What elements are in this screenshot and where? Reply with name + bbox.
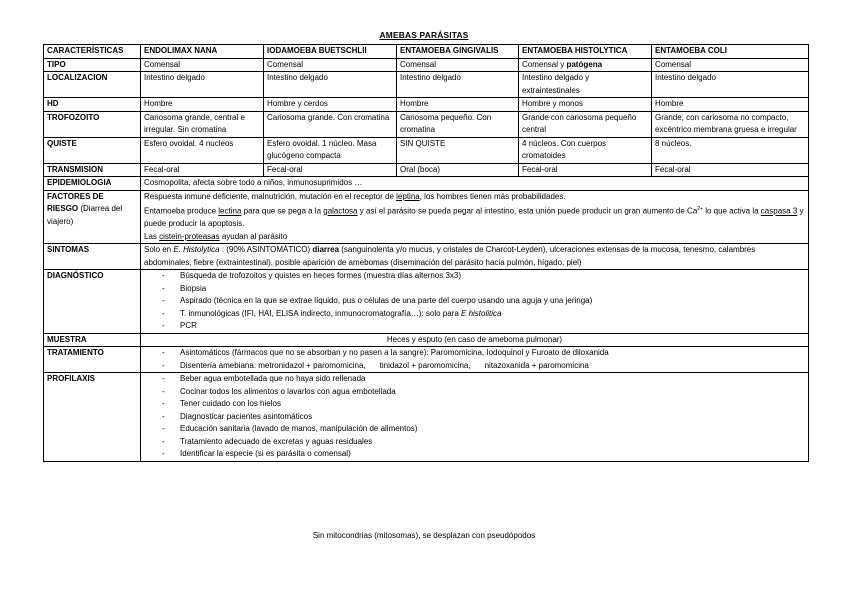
table-cell: Hombre (141, 98, 264, 112)
table-cell: Hombre (652, 98, 809, 112)
header-coli: ENTAMOEBA COLI (652, 45, 809, 59)
table-cell: Comensal (141, 58, 264, 72)
table-cell: Esfero ovoidal. 4 nucleos (141, 137, 264, 163)
row-label: SINTOMAS (44, 244, 141, 270)
row-quiste (44, 137, 809, 163)
table-cell: Hombre (397, 98, 519, 112)
table-cell: Hombre y cerdos (264, 98, 397, 112)
table-cell: Grande, con cariosoma no compacto, excéntrico membrana gruesa e irregular (652, 111, 809, 137)
table-cell (141, 270, 809, 334)
table-cell: Intestino delgado (264, 72, 397, 98)
row-label: TIPO (44, 58, 141, 72)
table-cell: Intestino delgado (141, 72, 264, 98)
row-diagnostico (44, 270, 809, 334)
list-item: - Asintomáticos (fármacos que no se absorban y no pasen a la sangre): Paromomicina, Iodoquinol y Furoato de diloxanida (162, 347, 805, 360)
table-cell: Solo en E. Histolytica : (90% ASINTOMÁTICO) diarrea (sanguinolenta y/o mucus, y cristales de Charcot-Leyden), ulceraciones extensas de la mucosa, tenesmo, calambres abdominales, fiebre (extraintestinal), posible aparición de amebomas (diseminación del parásito hacia pulmón, hígado, piel) (141, 244, 809, 270)
list-item: - PCR (162, 320, 805, 333)
table-cell: Grande con cariosoma pequeño central (519, 111, 652, 137)
table-cell: Fecal-oral (141, 163, 264, 177)
table-cell: Intestino delgado (397, 72, 519, 98)
cell-text: Comensal y (522, 59, 567, 69)
table-cell: Intestino delgado (652, 72, 809, 98)
table-cell: Esfero ovoidal. 1 núcleo. Masa glucógeno compacta (264, 137, 397, 163)
row-label: DIAGNÓSTICO (44, 270, 141, 334)
row-label-sub: (Diarrea del viajero) (47, 204, 123, 226)
row-label: PROFILAXIS (44, 373, 141, 462)
profilaxis-list (144, 373, 805, 461)
factor-line: Las cistein-proteasas ayudan al parásito (144, 231, 288, 241)
list-item: - Aspirado (técnica en la que se extrae líquido, pus o células de una parte del cuerpo usando una aguja y una jeringa) (162, 295, 805, 308)
tratamiento-list (144, 347, 805, 372)
table-cell: Cariosoma pequeño. Con cromatina (397, 111, 519, 137)
row-sintomas (44, 244, 809, 270)
table-cell: Cosmopolita, afecta sobre todo a niños, inmunosuprimidos … (141, 177, 809, 191)
row-label: TRANSMISION (44, 163, 141, 177)
list-item: - Cocinar todos los alimentos o lavarlos con agua embotellada (162, 386, 805, 399)
table-cell: Hombre y monos (519, 98, 652, 112)
table-cell: 8 núcleos. (652, 137, 809, 163)
list-item: - Biopsia (162, 283, 805, 296)
row-label: LOCALIZACION (44, 72, 141, 98)
row-localizacion (44, 72, 809, 98)
document-title: AMEBAS PARÁSITAS (379, 30, 469, 40)
row-label (44, 190, 141, 244)
row-muestra (44, 333, 809, 347)
table-cell (141, 373, 809, 462)
list-item: - Educación sanitaria (lavado de manos, manipulación de alimentos) (162, 423, 805, 436)
table-cell: Comensal (264, 58, 397, 72)
row-trofozoito (44, 111, 809, 137)
cell-bold-text: patógena (566, 59, 603, 69)
table-cell: Intestino delgado y extraintestinales (519, 72, 652, 98)
list-item: - T. inmunológicas (IFI, HAI, ELISA indirecto, inmunocromatografía…): solo para E histolitica (162, 308, 805, 321)
table-cell: Comensal (652, 58, 809, 72)
header-caracteristicas: CARACTERÍSTICAS (44, 45, 141, 59)
header-row (44, 45, 809, 59)
table-cell: Cariosoma grande. Con cromatina (264, 111, 397, 137)
list-item: - Disentería amebiana: metronidazol + paromomicina, tinidazol + paromomicina, nitazoxanida + paromomicina (162, 360, 805, 373)
row-label: HD (44, 98, 141, 112)
table-cell (141, 347, 809, 373)
row-tratamiento (44, 347, 809, 373)
row-label: EPIDEMIOLOGIA (44, 177, 141, 191)
table-cell: SIN QUISTE (397, 137, 519, 163)
list-item: - Tener cuidado con los hielos (162, 398, 805, 411)
table-cell: Fecal-oral (264, 163, 397, 177)
header-histolytica: ENTAMOEBA HISTOLYTICA (519, 45, 652, 59)
row-transmision (44, 163, 809, 177)
list-item: - Diagnosticar pacientes asintomáticos (162, 411, 805, 424)
row-label: TRATAMIENTO (44, 347, 141, 373)
table-cell: Fecal-oral (519, 163, 652, 177)
factor-line: Respuesta inmune deficiente, malnutrición, mutación en el receptor de leptina, los hombres tienen más probabilidades. (144, 191, 566, 201)
row-profilaxis (44, 373, 809, 462)
table-cell: Cariosoma grande, central e irregular. Sin cromatina (141, 111, 264, 137)
diagnostico-list (144, 270, 805, 333)
table-cell (141, 190, 809, 244)
row-label-text: FACTORES DE RIESGO (47, 191, 104, 213)
table-cell: Comensal (397, 58, 519, 72)
table-cell (519, 58, 652, 72)
header-endolimax: ENDOLIMAX NANA (141, 45, 264, 59)
list-item: - Identificar la especie (si es parásita o comensal) (162, 448, 805, 461)
row-hd (44, 98, 809, 112)
row-label: TROFOZOITO (44, 111, 141, 137)
row-tipo (44, 58, 809, 72)
row-label: MUESTRA (44, 333, 141, 347)
header-iodamoeba: IODAMOEBA BUETSCHLII (264, 45, 397, 59)
row-label: QUISTE (44, 137, 141, 163)
amebas-table (43, 44, 809, 462)
row-epidemiologia (44, 177, 809, 191)
table-cell: Fecal-oral (652, 163, 809, 177)
factor-line: Entamoeba produce lectina para que se pega a la galactosa y así el parásito se pueda pegar al intestino, esta unión puede producir un gran aumento de $Ca^{2+}$ lo que activa la caspasa 3 y puede producir la apoptosis. (144, 206, 804, 229)
table-cell: Heces y esputo (en caso de ameboma pulmonar) (141, 333, 809, 347)
list-item: - Beber agua embotellada que no haya sido rellenada (162, 373, 805, 386)
row-factores-riesgo (44, 190, 809, 244)
table-cell: Oral (boca) (397, 163, 519, 177)
table-cell: 4 núcleos. Con cuerpos cromatoides (519, 137, 652, 163)
header-gingivalis: ENTAMOEBA GINGIVALIS (397, 45, 519, 59)
list-item: - Búsqueda de trofozoitos y quistes en heces formes (muestra días alternos 3x3) (162, 270, 805, 283)
list-item: - Tratamiento adecuado de excretas y aguas residuales (162, 436, 805, 449)
footer-note: Sin mitocondrias (mitosomas), se desplazan con pseudópodos (312, 531, 536, 540)
